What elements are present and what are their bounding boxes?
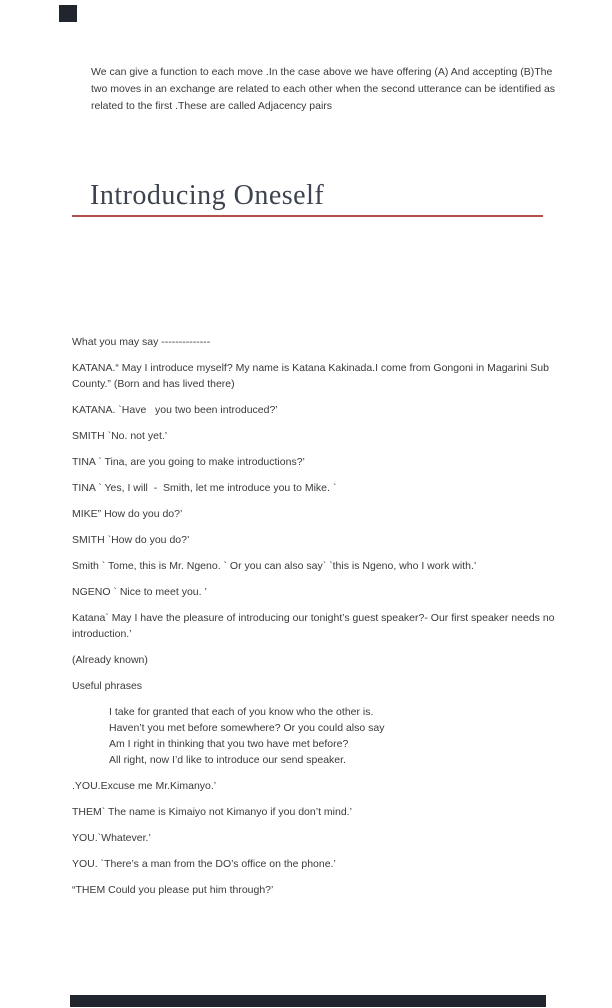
paragraph bbox=[72, 360, 552, 392]
text-line: YOU. `There’s a man from the DO’s office on the phone.’ bbox=[72, 858, 336, 870]
paragraph bbox=[72, 506, 552, 522]
paragraph bbox=[72, 428, 552, 444]
text-line: KATANA. `Have you two been introduced?’ bbox=[72, 404, 278, 416]
paragraph bbox=[72, 402, 552, 418]
text-line: related to the first .These are called Adjacency pairs bbox=[91, 100, 333, 112]
paragraph bbox=[72, 830, 552, 846]
text-line: two moves in an exchange are related to each other when the second utterance can be identified as bbox=[91, 83, 556, 95]
text-line: All right, now I’d like to introduce our send speaker. bbox=[109, 754, 346, 766]
intro-paragraph bbox=[91, 64, 556, 115]
paragraph bbox=[72, 778, 552, 794]
text-line: YOU.`Whatever.’ bbox=[72, 832, 151, 844]
text-line: TINA ` Tina, are you going to make introductions?’ bbox=[72, 456, 305, 468]
text-line: SMITH `No. not yet.’ bbox=[72, 430, 168, 442]
paragraph bbox=[72, 678, 552, 694]
text-line: THEM` The name is Kimaiyo not Kimanyo if you don’t mind.’ bbox=[72, 806, 352, 818]
text-line: Smith ` Tome, this is Mr. Ngeno. ` Or you can also say` `this is Ngeno, who I work with.’ bbox=[72, 560, 477, 572]
text-line: Katana` May I have the pleasure of introducing our tonight’s guest speaker?- Our first speaker needs no bbox=[72, 612, 555, 624]
paragraph bbox=[72, 882, 552, 898]
text-line: Am I right in thinking that you two have met before? bbox=[109, 738, 349, 750]
text-line: KATANA.“ May I introduce myself? My name is Katana Kakinada.I come from Gongoni in Magarini Sub bbox=[72, 362, 549, 374]
text-line: “THEM Could you please put him through?’ bbox=[72, 884, 274, 896]
paragraph bbox=[72, 454, 552, 470]
paragraph bbox=[72, 532, 552, 548]
text-line: Useful phrases bbox=[72, 680, 143, 692]
paragraph bbox=[72, 480, 552, 496]
paragraph bbox=[91, 64, 556, 115]
paragraph bbox=[72, 584, 552, 600]
text-line: .YOU.Excuse me Mr.Kimanyo.’ bbox=[72, 780, 217, 792]
text-line: (Already known) bbox=[72, 654, 148, 666]
text-line: introduction.’ bbox=[72, 628, 132, 640]
document-body bbox=[72, 334, 555, 908]
paragraph bbox=[72, 804, 552, 820]
paragraph bbox=[72, 704, 552, 768]
text-line: What you may say -------------- bbox=[72, 336, 211, 348]
text-line: County.” (Born and has lived there) bbox=[72, 378, 235, 390]
text-line: We can give a function to each move .In the case above we have offering (A) And accepting (B)The bbox=[91, 66, 553, 78]
paragraph bbox=[72, 856, 552, 872]
text-line: MIKE” How do you do?’ bbox=[72, 508, 183, 520]
text-line: I take for granted that each of you know who the other is. bbox=[109, 706, 374, 718]
paragraph bbox=[72, 558, 552, 574]
bottom-bar bbox=[70, 995, 546, 1007]
page-title: Introducing Oneself bbox=[90, 180, 325, 211]
title-underline bbox=[72, 215, 543, 217]
text-line: NGENO ` Nice to meet you. ’ bbox=[72, 586, 207, 598]
paragraph bbox=[72, 610, 555, 642]
paragraph bbox=[72, 652, 552, 668]
corner-mark bbox=[59, 5, 77, 22]
text-line: TINA ` Yes, I will - Smith, let me introduce you to Mike. ` bbox=[72, 482, 337, 494]
paragraph bbox=[72, 334, 552, 350]
text-line: SMITH `How do you do?’ bbox=[72, 534, 190, 546]
text-line: Haven’t you met before somewhere? Or you could also say bbox=[109, 722, 385, 734]
